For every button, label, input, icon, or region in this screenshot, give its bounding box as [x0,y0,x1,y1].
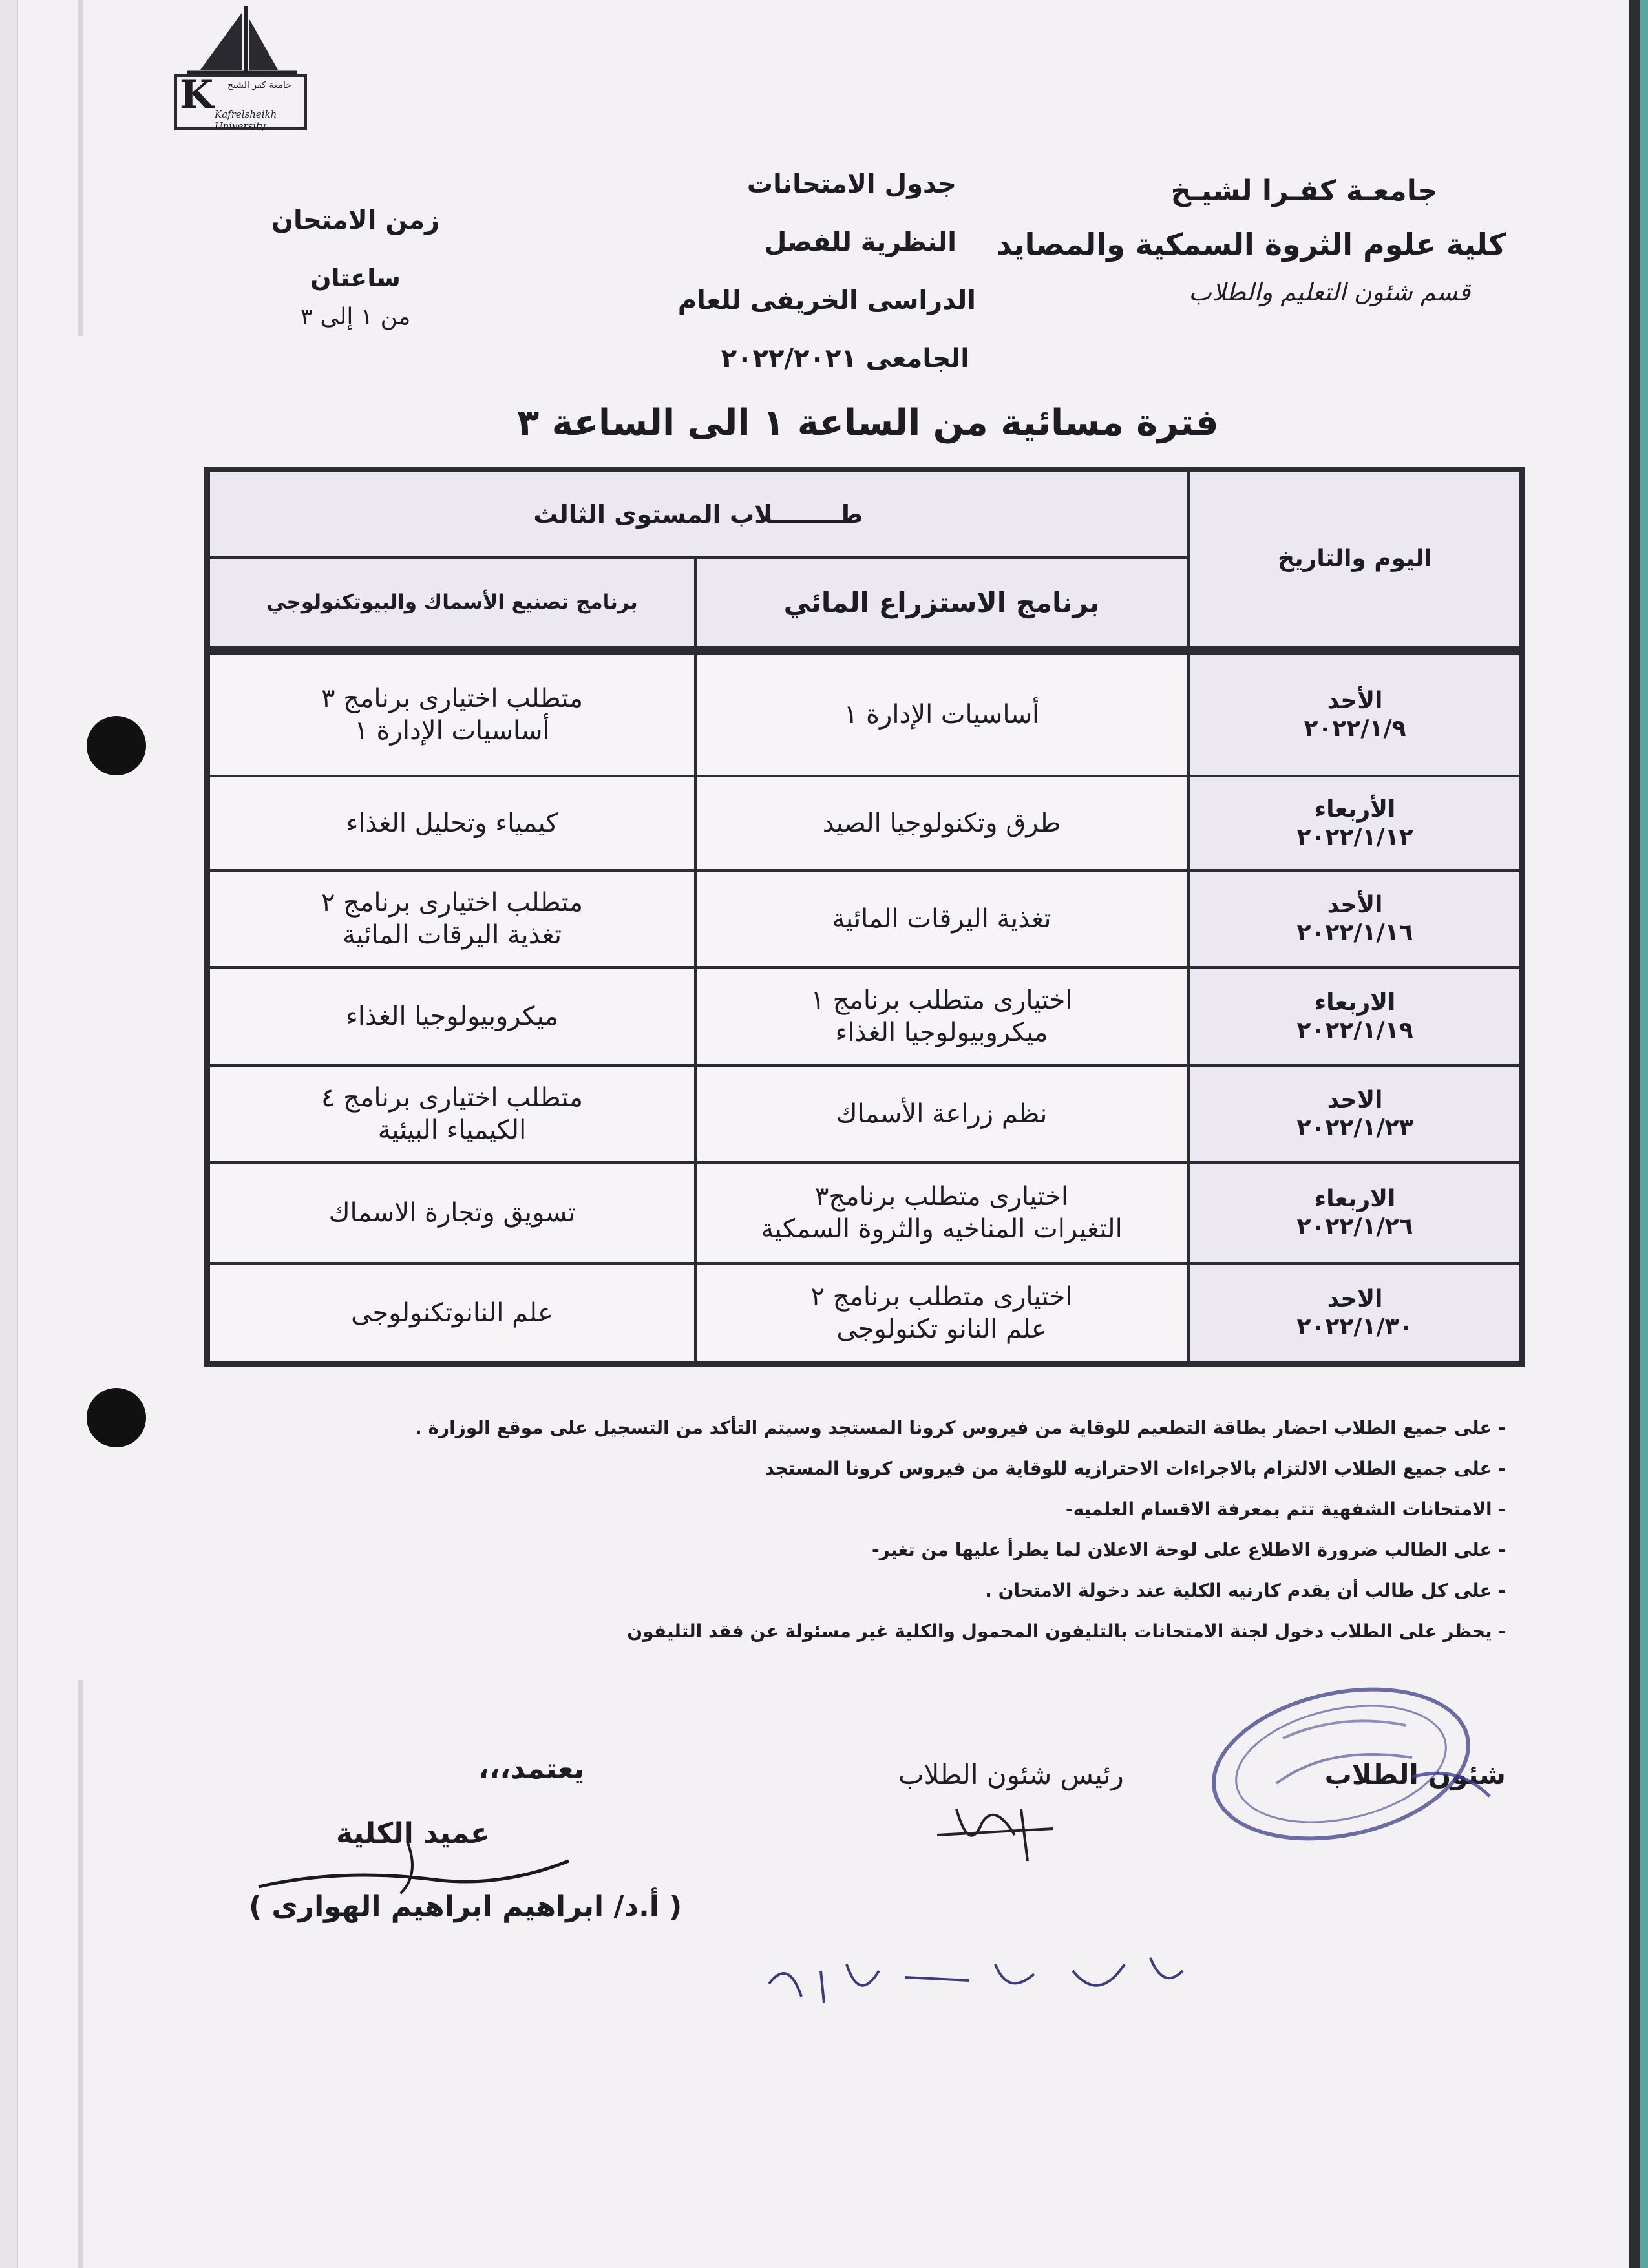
date-cell: الأحد ٢٠٢٢/١/١٦ [1190,872,1519,966]
punch-hole [87,716,146,775]
column-header-fish-processing: برنامج تصنيع الأسماك والبيوتكنولوجي [210,559,694,646]
column-header-day-date: اليوم والتاريخ [1190,472,1519,646]
scan-fold-line [78,1680,83,2268]
department-name: قسم شئون التعليم والطلاب [1188,278,1470,306]
logo-latin-text: Kafrelsheikh University [215,109,277,132]
fish-processing-exam-cell: متطلب اختيارى برنامج ٢ تغذية اليرقات المائية [321,888,584,950]
instruction-item: - على جميع الطلاب الالتزام بالاجراءات الاحترازيه للوقاية من فيروس كرونا المستجد [765,1458,1506,1479]
duration-title: زمن الامتحان [271,205,440,235]
instruction-item: - على الطالب ضرورة الاطلاع على لوحة الاعلان لما يطرأ عليها من تغير- [871,1539,1506,1560]
schedule-title-line: الجامعى ٢٠٢٢/٢٠٢١ [721,344,969,373]
aquaculture-exam-cell: اختيارى متطلب برنامج٣ التغيرات المناخيه والثروة السمكية [761,1182,1123,1244]
logo-arabic-text: جامعة كفر الشيخ [227,80,291,90]
instruction-item: - على جميع الطلاب احضار بطاقة التطعيم للوقاية من فيروس كرونا المستجد وسيتم التأكد من التسجيل على موقع الوزارة . [415,1417,1506,1438]
approved-label: يعتمد،،، [478,1752,585,1785]
fish-processing-exam-cell: تسويق وتجارة الاسماك [328,1198,576,1228]
date-cell: الاربعاء ٢٠٢٢/١/٢٦ [1190,1164,1519,1262]
fish-processing-exam-cell: كيمياء وتحليل الغذاء [346,808,558,838]
scan-left-edge [0,0,18,2268]
fish-processing-exam-cell: متطلب اختيارى برنامج ٤ الكيمياء البيئية [321,1083,584,1145]
duration-block [259,205,452,330]
duration-range: من ١ إلى ٣ [300,304,411,330]
aquaculture-exam-cell: اختيارى متطلب برنامج ١ ميكروبيولوجيا الغذاء [810,985,1073,1047]
column-header-aquaculture: برنامج الاستزراع المائي [697,559,1187,646]
university-logo [174,0,310,132]
aquaculture-exam-cell: اختيارى متطلب برنامج ٢ علم النانو تكنولوجى [810,1282,1073,1344]
punch-hole [87,1388,146,1447]
instruction-item: - على كل طالب أن يقدم كارنيه الكلية عند دخولة الامتحان . [985,1580,1506,1601]
dean-handwritten-signature [246,1835,582,1900]
date-cell: الاربعاء ٢٠٢٢/١/١٩ [1190,969,1519,1064]
student-affairs-signature-label: شئون الطلاب [1324,1759,1506,1790]
sailboat-icon [174,0,310,78]
exam-schedule-table [204,467,1525,1367]
duration-value: ساعتان [310,264,401,292]
fish-processing-exam-cell: متطلب اختيارى برنامج ٣ أساسيات الإدارة ١ [321,684,584,746]
period-title: فترة مسائية من الساعة ١ الى الساعة ٣ [517,402,1219,444]
fish-processing-exam-cell: ميكروبيولوجيا الغذاء [346,1002,558,1031]
aquaculture-exam-cell: طرق وتكنولوجيا الصيد [822,808,1061,838]
date-cell: الأحد ٢٠٢٢/١/٩ [1190,655,1519,775]
instructions-list [278,1415,1506,1659]
scan-right-edge [1629,0,1648,2268]
aquaculture-exam-cell: نظم زراعة الأسماك [836,1099,1048,1129]
scan-fold-line [78,0,83,336]
date-cell: الاحد ٢٠٢٢/١/٣٠ [1190,1265,1519,1361]
instruction-item: - الامتحانات الشفهية تتم بمعرفة الاقسام العلميه- [1065,1498,1506,1520]
logo-initial: K [180,72,214,118]
schedule-title-block [653,169,982,402]
head-student-affairs-label: رئيس شئون الطلاب [898,1759,1124,1790]
faculty-name: كلية علوم الثروة السمكية والمصايد [996,227,1506,262]
aquaculture-exam-cell: تغذية اليرقات المائية [832,904,1051,934]
schedule-title-line: النظرية للفصل [764,227,956,257]
schedule-title-line: جدول الامتحانات [746,169,956,199]
handwritten-date-note [763,1945,1202,2016]
schedule-title-line: الدراسى الخريفى للعام [677,286,976,315]
aquaculture-exam-cell: أساسيات الإدارة ١ [843,700,1040,730]
institution-block [997,174,1506,306]
fish-processing-exam-cell: علم النانوتكنولوجى [351,1298,553,1328]
university-name: جامعـة كفـرا لشيـخ [1170,174,1438,207]
dean-title: عميد الكلية [336,1817,491,1850]
faculty-stamp-seal [1199,1667,1509,1861]
dean-name: ( أ.د/ ابراهيم ابراهيم الهوارى ) [249,1890,682,1923]
handwritten-signature [931,1796,1066,1874]
date-cell: الأربعاء ٢٠٢٢/١/١٢ [1190,777,1519,869]
level-title: طــــــــلاب المستوى الثالث [210,472,1187,556]
date-cell: الاحد ٢٠٢٢/١/٢٣ [1190,1067,1519,1161]
instruction-item: - يحظر على الطلاب دخول لجنة الامتحانات بالتليفون المحمول والكلية غير مسئولة عن فقد التليفون [627,1621,1506,1642]
